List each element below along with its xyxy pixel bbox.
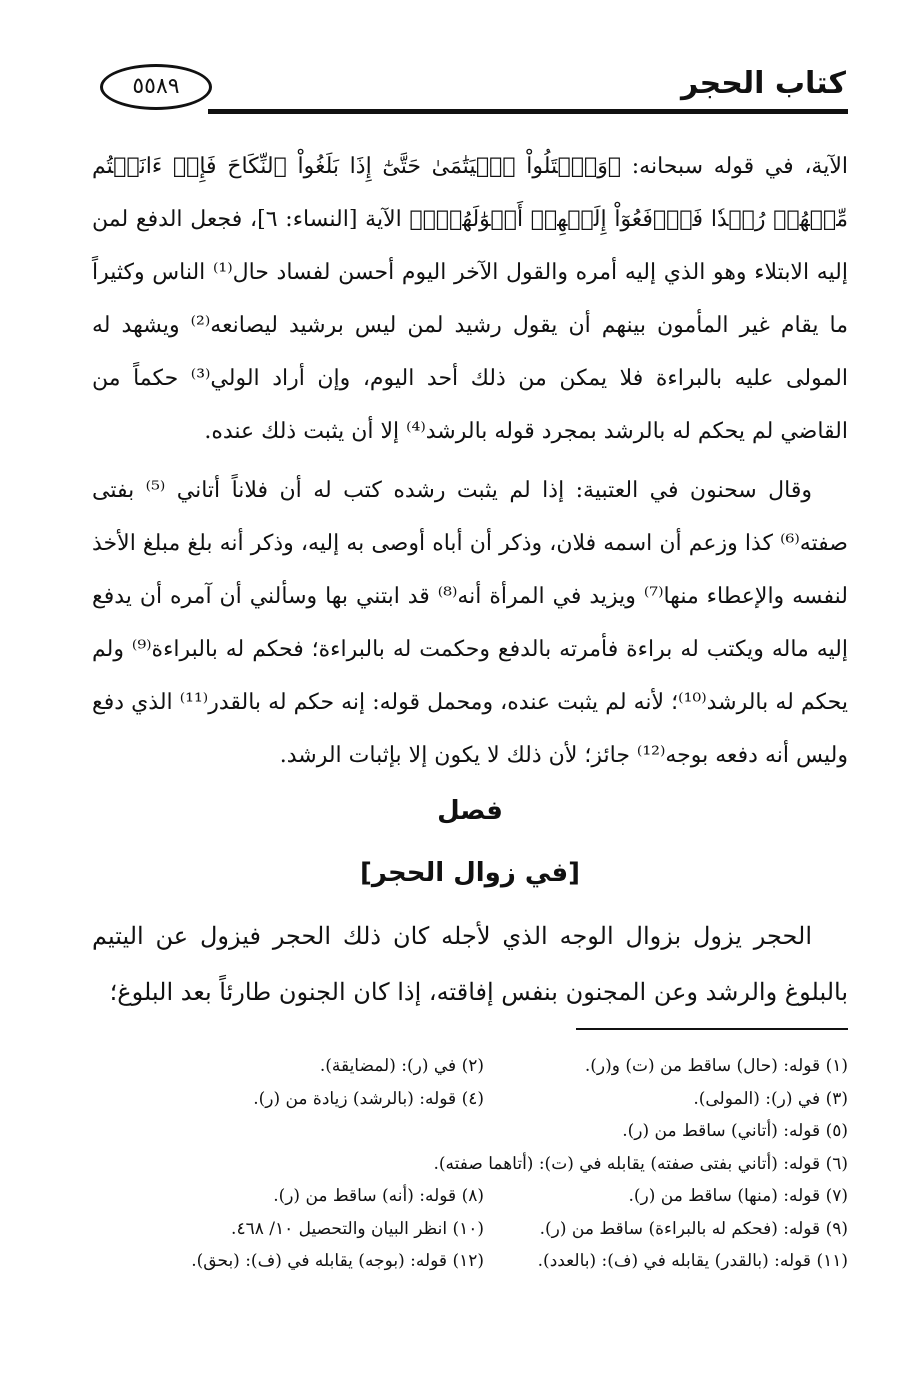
footnote-4: (٤) قوله: (بالرشد) زيادة من (ر). <box>253 1088 484 1109</box>
footnote-10: (١٠) انظر البيان والتحصيل ١٠/ ٤٦٨. <box>231 1218 484 1239</box>
footnote-12: (١٢) قوله: (بوجه) يقابله في (ف): (بحق). <box>191 1251 484 1271</box>
footnote-11: (١١) قوله: (بالقدر) يقابله في (ف): (بالعدد). <box>537 1251 848 1271</box>
section-heading: فصل <box>437 796 503 826</box>
footnote-divider <box>576 1028 848 1030</box>
page-header <box>100 62 848 118</box>
footnote-6: (٦) قوله: (أتاني بفتى صفته) يقابله في (ت): (أتاهما صفته). <box>433 1153 848 1174</box>
footnote-8: (٨) قوله: (أنه) ساقط من (ر). <box>273 1186 484 1206</box>
footnote-7: (٧) قوله: (منها) ساقط من (ر). <box>628 1186 848 1206</box>
body-text <box>92 140 848 782</box>
book-title: كتاب الحجر <box>681 66 846 101</box>
footnote-9: (٩) قوله: (فحكم له بالبراءة) ساقط من (ر). <box>539 1218 848 1239</box>
footnote-1: (١) قوله: (حال) ساقط من (ت) و(ر). <box>584 1056 848 1076</box>
footnote-row <box>120 1148 848 1181</box>
footnote-2: (٢) في (ر): (لمضايقة). <box>319 1056 484 1076</box>
main-text-paragraph: الحجر يزول بزوال الوجه الذي لأجله كان ذلك الحجر فيزول عن اليتيم بالبلوغ والرشد وعن المجنون بنفس إفاقته، إذا كان الجنون طارئاً بعد البلوغ؛ <box>92 922 848 1006</box>
page-number: ٥٥٨٩ <box>100 64 212 110</box>
footnote-3: (٣) في (ر): (المولى). <box>693 1088 848 1109</box>
footnote-row <box>120 1115 848 1148</box>
header-rule <box>208 109 848 114</box>
section-subheading: [في زوال الحجر] <box>359 858 581 888</box>
footnote-5: (٥) قوله: (أتاني) ساقط من (ر). <box>622 1121 848 1141</box>
paragraph-2: وقال سحنون في العتبية: إذا لم يثبت رشده كتب له أن فلاناً أتاني ⁽⁵⁾ بفتى صفته⁽⁶⁾ كذا وزعم أن اسمه فلان، وذكر أن أباه أوصى به إليه، وذكر أنه بلغ مبلغ الأخذ لنفسه والإعطاء منها⁽⁷⁾ ويزيد في المرأة أنه⁽⁸⁾ قد ابتني بها وسألني أن آمره أن يدفع إليه ماله ويكتب له براءة فأمرته بالدفع وحكمت له بالبراءة؛ فحكم له بالبراءة⁽⁹⁾ ولم يحكم له بالرشد⁽¹⁰⁾؛ لأنه لم يثبت عنده، ومحمل قوله: إنه حكم له بالقدر⁽¹¹⁾ الذي دفع وليس أنه دفعه بوجه⁽¹²⁾ جائز؛ لأن ذلك لا يكون إلا بإثبات الرشد. <box>92 478 849 768</box>
footnotes <box>120 1050 848 1278</box>
footnote-row <box>120 1083 848 1116</box>
footnote-row <box>120 1050 848 1083</box>
footnote-row <box>120 1245 848 1278</box>
footnote-row <box>120 1213 848 1246</box>
footnote-row <box>120 1180 848 1213</box>
paragraph-1: الآية، في قوله سبحانه: ﴿وَٱبۡتَلُواْ ٱلۡيَتَٰمَىٰ حَتَّىٰٓ إِذَا بَلَغُواْ ٱلنِّكَاحَ فَإِنۡ ءَانَسۡتُم مِّنۡهُمۡ رُشۡدٗا فَٱدۡفَعُوٓاْ إِلَيۡهِمۡ أَمۡوَٰلَهُمۡۖ﴾ الآية [النساء: ٦]، فجعل الدفع لمن إليه الابتلاء وهو الذي إليه أمره والقول الآخر اليوم أحسن لفساد حال⁽¹⁾ الناس وكثيراً ما يقام غير المأمون بينهم أن يقول رشيد لمن ليس برشيد ليصانعه⁽²⁾ ويشهد له المولى عليه بالبراءة فلا يمكن من ذلك أحد اليوم، وإن أراد الولي⁽³⁾ حكماً من القاضي لم يحكم له بالرشد بمجرد قوله بالرشد⁽⁴⁾ إلا أن يثبت ذلك عنده. <box>92 154 849 444</box>
